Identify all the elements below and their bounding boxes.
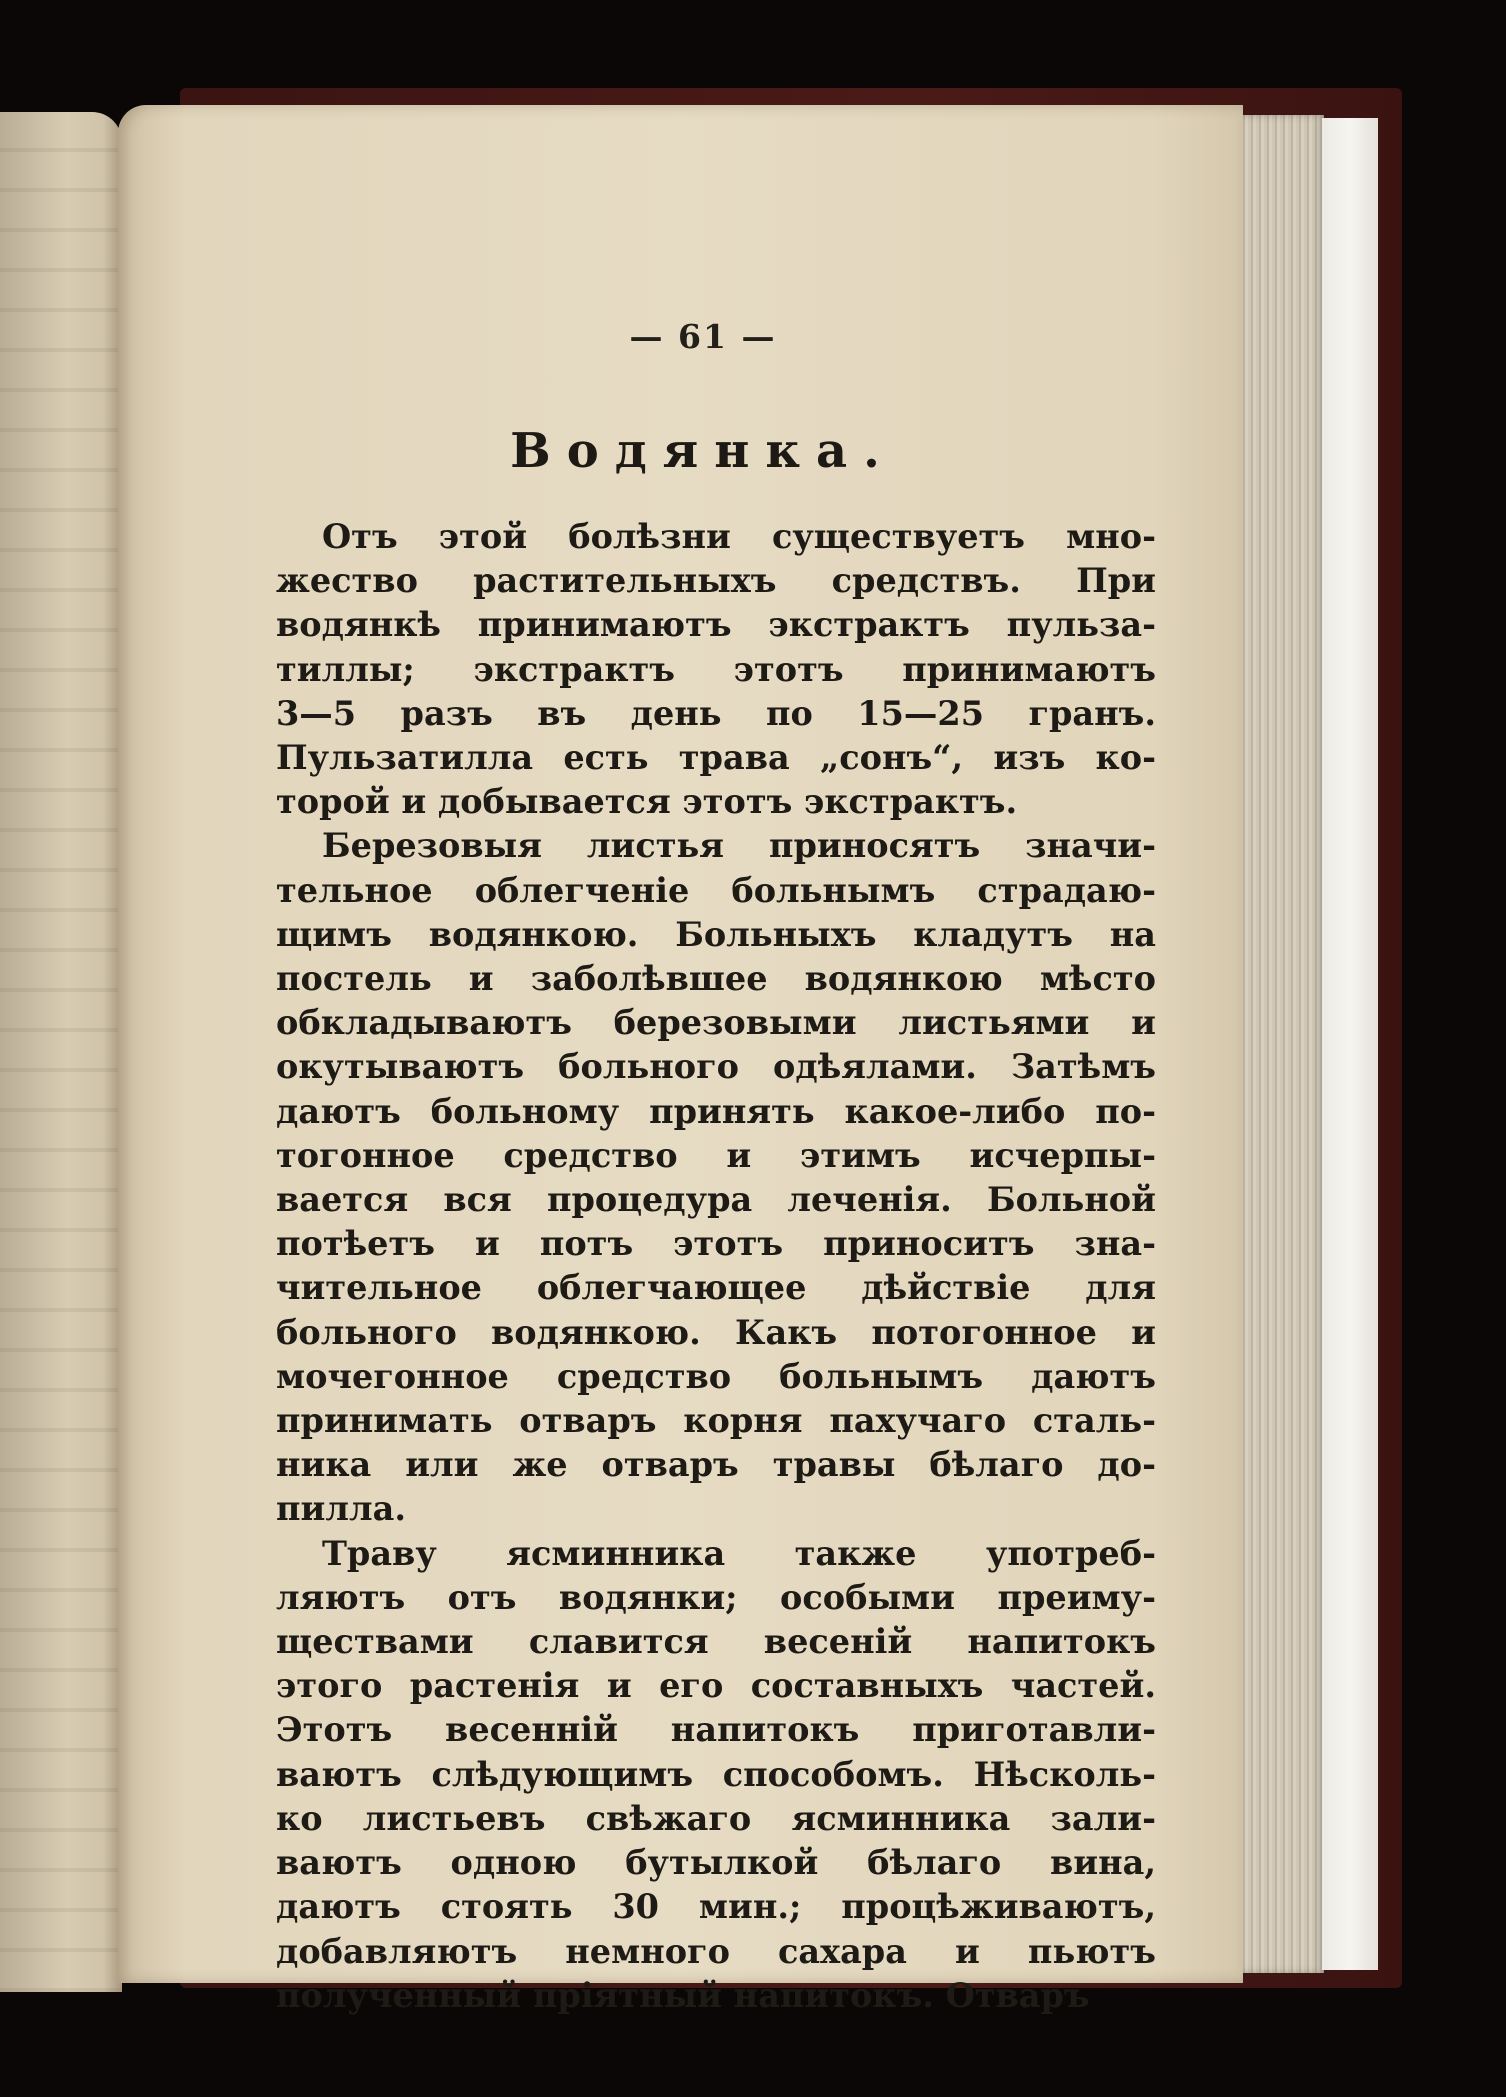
section-title: Водянка. (510, 423, 896, 479)
paper-strip (1322, 118, 1378, 1970)
text-line: ко листьевъ свѣжаго ясминника зали- (276, 1798, 1156, 1838)
text-line: ляютъ отъ водянки; особыми преиму- (276, 1577, 1156, 1617)
text-line: жество растительныхъ средствъ. При (276, 561, 1156, 601)
text-line: даютъ стоять 30 мин.; процѣживаютъ, (276, 1887, 1156, 1927)
body-text (276, 515, 1156, 2018)
text-line: этого растенія и его составныхъ частей. (276, 1666, 1156, 1706)
text-line: Этотъ весенній напитокъ приготавли- (276, 1710, 1156, 1750)
text-line: ваютъ одною бутылкой бѣлаго вина, (276, 1843, 1156, 1883)
text-line: окутываютъ больного одѣялами. Затѣмъ (276, 1047, 1156, 1087)
book-page (118, 105, 1243, 2015)
text-line: тельное облегченіе больнымъ страдаю- (276, 870, 1156, 910)
page-edges (1232, 115, 1324, 1973)
text-line: Отъ этой болѣзни существуетъ мно- (322, 517, 1156, 556)
text-line: чительное облегчающее дѣйствіе для (276, 1268, 1156, 1308)
paragraph (276, 824, 1156, 1531)
text-line: 3—5 разъ въ день по 15—25 гранъ. (276, 693, 1156, 733)
text-line: Пульзатилла есть трава „сонъ“, изъ ко- (276, 738, 1156, 778)
text-line: потѣетъ и потъ этотъ приноситъ зна- (276, 1224, 1156, 1264)
text-line: торой и добывается этотъ экстрактъ. (276, 782, 1018, 822)
text-line: обкладываютъ березовыми листьями и (276, 1003, 1156, 1043)
text-line: даютъ больному принять какое-либо по- (276, 1091, 1156, 1131)
text-line: больного водянкою. Какъ потогонное и (276, 1312, 1156, 1352)
text-line: тиллы; экстрактъ этотъ принимаютъ (276, 649, 1156, 689)
text-line: тогонное средство и этимъ исчерпы- (276, 1135, 1156, 1175)
text-line: постель и заболѣвшее водянкою мѣсто (276, 959, 1156, 999)
text-line: вается вся процедура леченія. Больной (276, 1180, 1156, 1220)
text-line: ществами славится весеній напитокъ (276, 1622, 1156, 1662)
text-line: щимъ водянкою. Больныхъ кладутъ на (276, 914, 1156, 954)
text-line: добавляютъ немного сахара и пьютъ (276, 1931, 1156, 1971)
page-number: — 61 — (629, 317, 777, 356)
text-line: полученный пріятный напитокъ. Отваръ (276, 1975, 1090, 2015)
text-line: Березовыя листья приносятъ значи- (322, 826, 1156, 866)
paragraph (276, 1532, 1156, 2018)
text-line: Траву ясминника также употреб- (322, 1533, 1156, 1573)
text-line: водянкѣ принимаютъ экстрактъ пульза- (276, 605, 1156, 645)
text-line: принимать отваръ корня пахучаго сталь- (276, 1401, 1156, 1441)
show-through-text (0, 112, 122, 1992)
text-line: ваютъ слѣдующимъ способомъ. Нѣсколь- (276, 1754, 1156, 1794)
text-line: пилла. (276, 1489, 406, 1529)
text-line: мочегонное средство больнымъ даютъ (276, 1356, 1156, 1396)
left-page (0, 112, 122, 1992)
paragraph (276, 515, 1156, 824)
text-line: ника или же отваръ травы бѣлаго до- (276, 1445, 1156, 1485)
